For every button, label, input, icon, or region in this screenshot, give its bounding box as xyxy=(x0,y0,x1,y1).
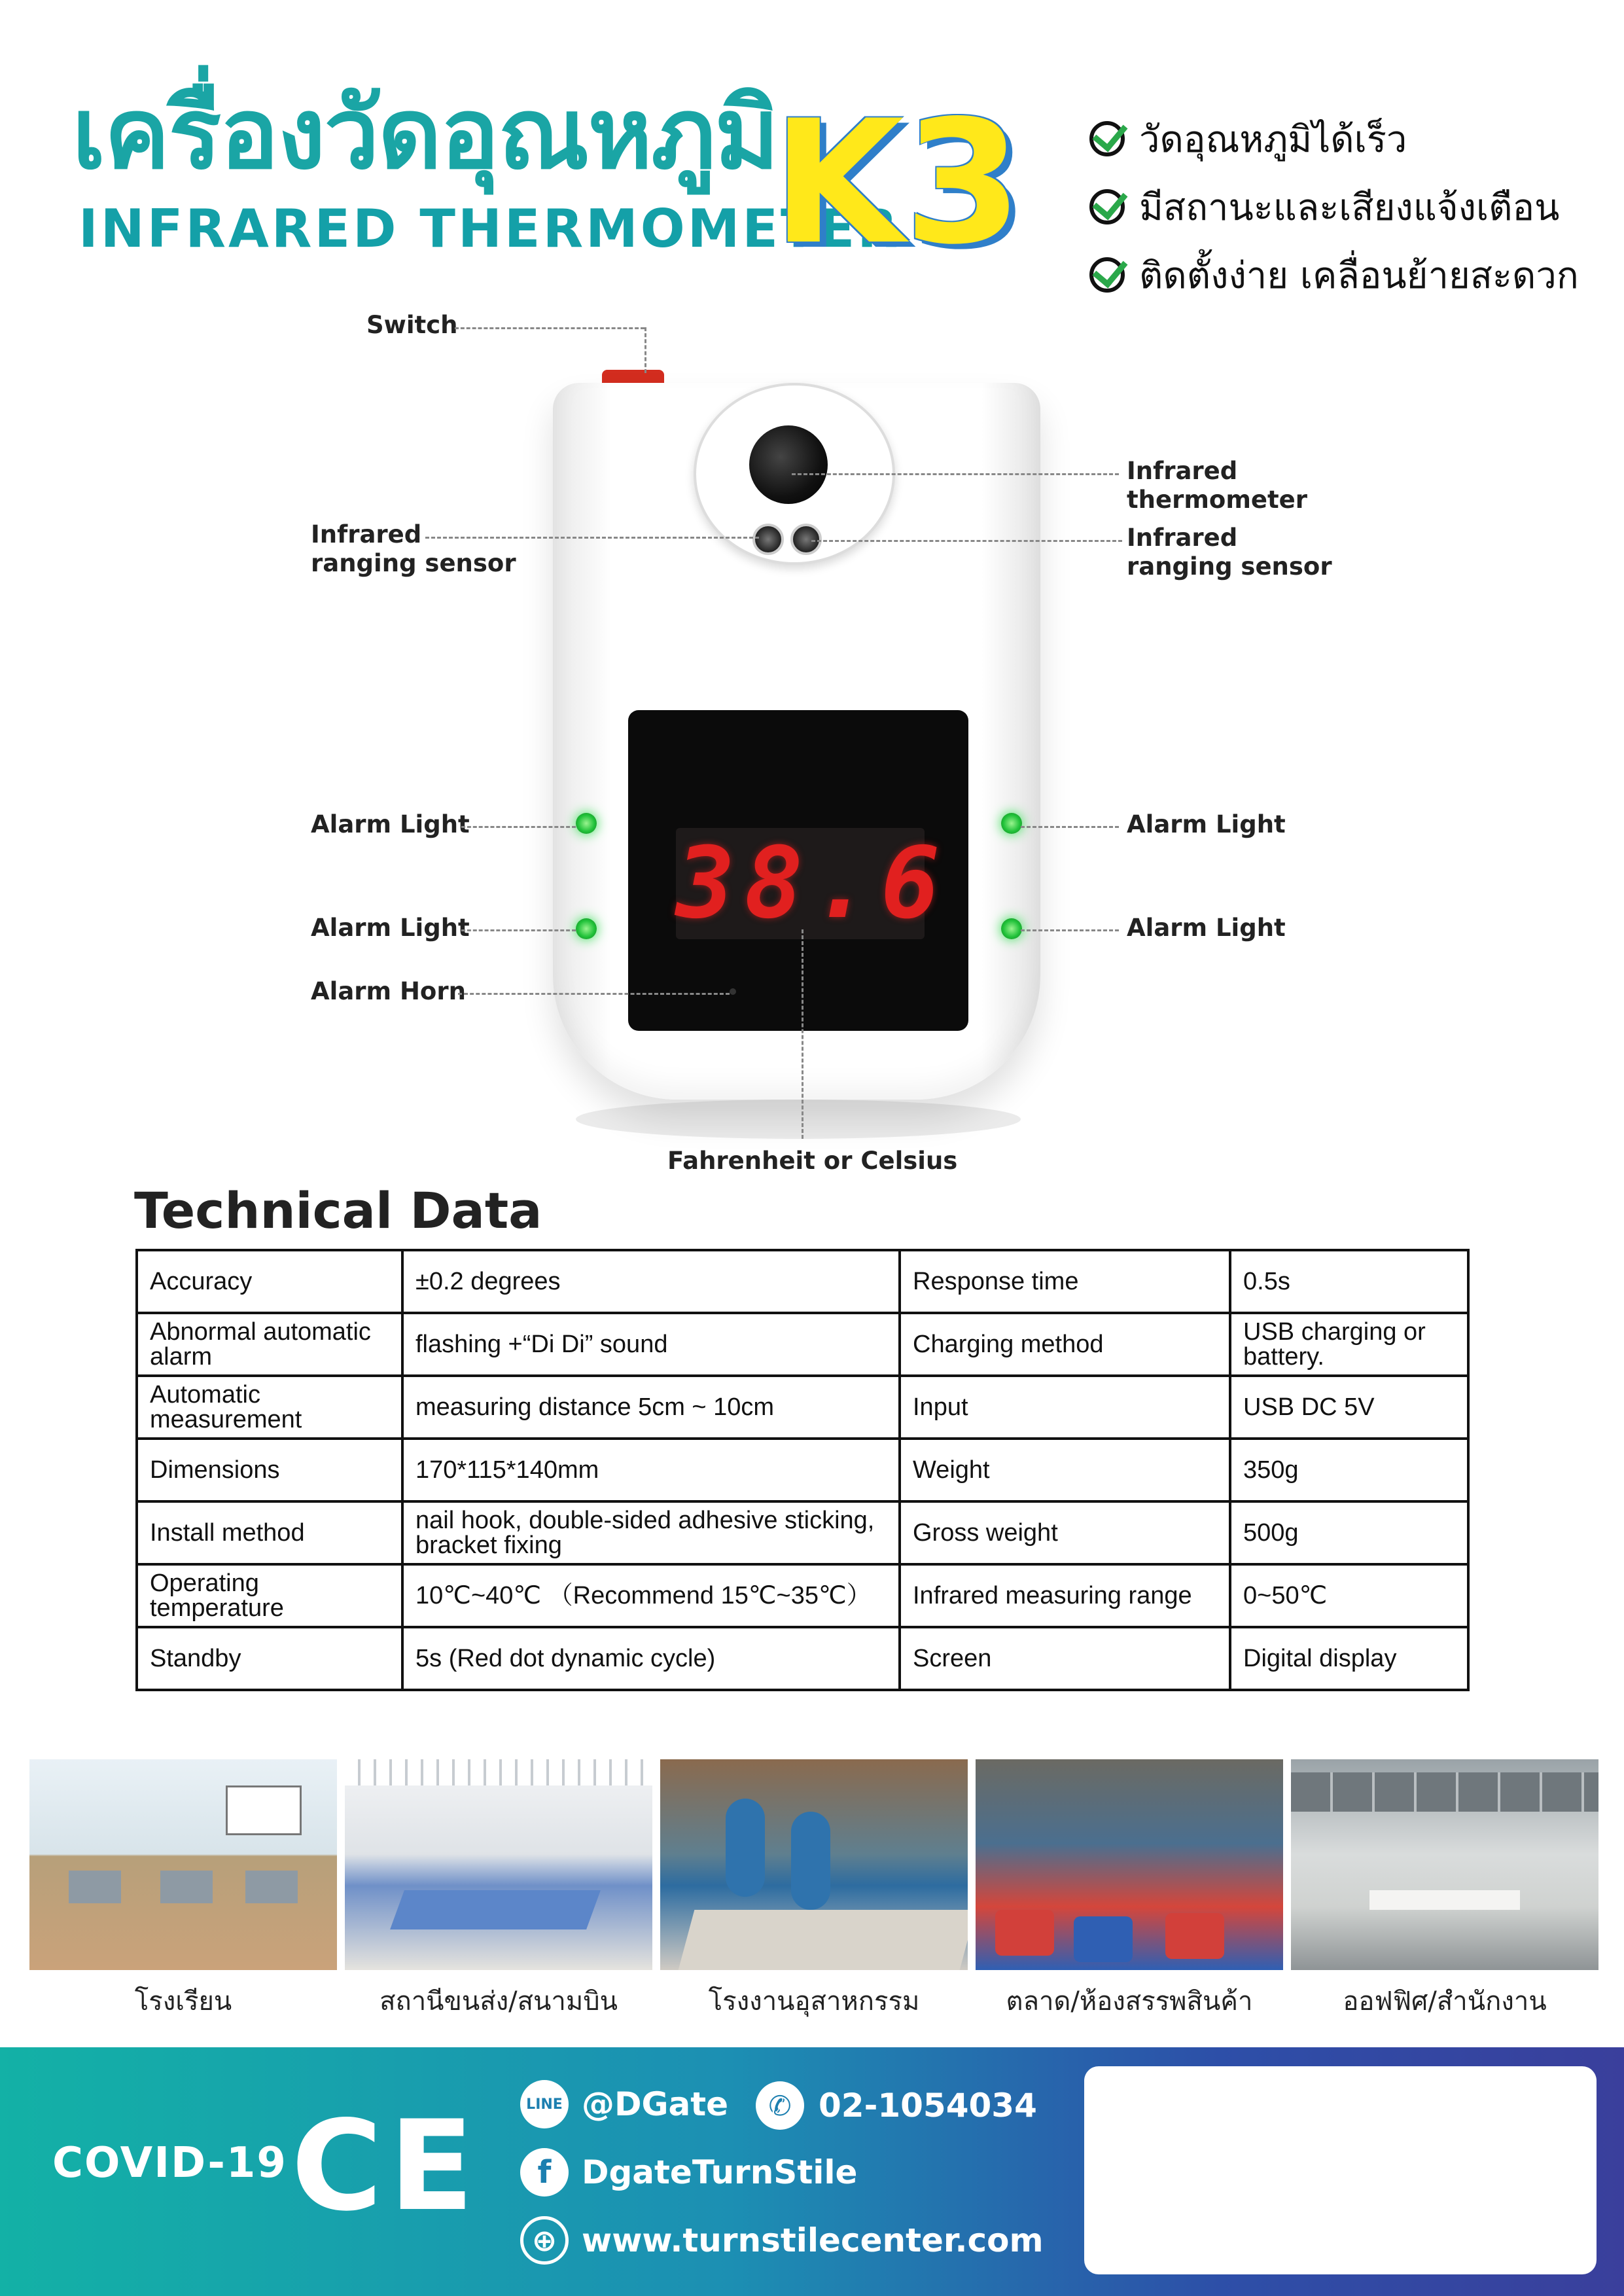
contact-phone[interactable] xyxy=(756,2081,1037,2130)
check-circle-icon xyxy=(1089,257,1125,293)
table-cell: measuring distance 5cm ~ 10cm xyxy=(402,1376,900,1439)
callout-alarm-horn: Alarm Horn xyxy=(311,977,466,1005)
leader-line xyxy=(458,993,730,995)
table-row xyxy=(137,1439,1468,1501)
technical-data-table xyxy=(135,1249,1470,1691)
table-cell: ±0.2 degrees xyxy=(402,1250,900,1313)
table-row xyxy=(137,1564,1468,1627)
table-cell: nail hook, double-sided adhesive sticking, bracket fixing xyxy=(402,1501,900,1564)
table-cell: Infrared measuring range xyxy=(900,1564,1230,1627)
covid-label: COVID-19 xyxy=(52,2139,287,2187)
leader-line xyxy=(1021,929,1119,931)
photo-factory xyxy=(660,1759,968,1970)
phone-number: 02-1054034 xyxy=(819,2087,1037,2125)
globe-icon: ⊕ xyxy=(520,2216,569,2265)
leader-line xyxy=(811,540,1122,542)
contact-website[interactable] xyxy=(520,2216,1044,2265)
callout-unit: Fahrenheit or Celsius xyxy=(667,1147,958,1175)
table-cell: Weight xyxy=(900,1439,1230,1501)
alarm-light-led xyxy=(576,918,597,939)
table-cell: 0~50℃ xyxy=(1230,1564,1468,1627)
table-row xyxy=(137,1250,1468,1313)
photo-airport xyxy=(345,1759,652,1970)
line-id: @DGate xyxy=(582,2085,729,2123)
leader-line xyxy=(461,929,576,931)
device-shadow xyxy=(576,1100,1021,1139)
phone-icon: ✆ xyxy=(756,2081,804,2130)
table-cell: 10℃~40℃ （Recommend 15℃~35℃） xyxy=(402,1564,900,1627)
facebook-icon: f xyxy=(520,2148,569,2197)
feature-text: มีสถานะและเสียงแจ้งเตือน xyxy=(1139,186,1560,229)
photo-market xyxy=(976,1759,1283,1970)
feature-list xyxy=(1089,105,1579,309)
feature-item xyxy=(1089,241,1579,309)
website-url: www.turnstilecenter.com xyxy=(582,2221,1044,2259)
table-cell: 350g xyxy=(1230,1439,1468,1501)
table-cell: 170*115*140mm xyxy=(402,1439,900,1501)
application-caption: โรงงานอุสาหกรรม xyxy=(708,1986,920,2017)
alarm-light-led xyxy=(1001,813,1022,834)
table-cell: Response time xyxy=(900,1250,1230,1313)
table-cell: Automatic measurement xyxy=(137,1376,402,1439)
facebook-page: DgateTurnStile xyxy=(582,2153,858,2191)
feature-text: วัดอุณหภูมิได้เร็ว xyxy=(1139,118,1407,161)
blank-info-box xyxy=(1084,2066,1597,2274)
table-cell: Charging method xyxy=(900,1313,1230,1376)
callout-ranging-sensor-right: Infrared ranging sensor xyxy=(1127,524,1332,581)
table-row xyxy=(137,1501,1468,1564)
application-caption: ออฟฟิศ/สำนักงาน xyxy=(1343,1986,1547,2017)
table-cell: Screen xyxy=(900,1627,1230,1690)
feature-item xyxy=(1089,105,1579,173)
table-cell: 5s (Red dot dynamic cycle) xyxy=(402,1627,900,1690)
callout-switch: Switch xyxy=(366,311,458,339)
table-cell: 0.5s xyxy=(1230,1250,1468,1313)
alarm-horn-hole xyxy=(730,988,736,995)
model-name: K3 xyxy=(772,84,1023,282)
line-icon: LINE xyxy=(520,2080,569,2128)
application-caption: ตลาด/ห้องสรรพสินค้า xyxy=(1006,1986,1253,2017)
table-cell: Abnormal automatic alarm xyxy=(137,1313,402,1376)
leader-line xyxy=(644,327,646,373)
check-circle-icon xyxy=(1089,189,1125,224)
table-cell: USB charging or battery. xyxy=(1230,1313,1468,1376)
table-cell: Digital display xyxy=(1230,1627,1468,1690)
alarm-light-led xyxy=(576,813,597,834)
table-cell: Accuracy xyxy=(137,1250,402,1313)
section-title: Technical Data xyxy=(134,1181,542,1240)
feature-text: ติดตั้งง่าย เคลื่อนย้ายสะดวก xyxy=(1139,254,1579,297)
table-cell: Operating temperature xyxy=(137,1564,402,1627)
photo-office xyxy=(1291,1759,1598,1970)
callout-alarm-light: Alarm Light xyxy=(1127,810,1286,838)
table-cell: Input xyxy=(900,1376,1230,1439)
ce-mark: CE xyxy=(291,2094,481,2238)
title-english: INFRARED THERMOMETER xyxy=(79,198,900,259)
alarm-light-led xyxy=(1001,918,1022,939)
table-cell: Standby xyxy=(137,1627,402,1690)
table-cell: Dimensions xyxy=(137,1439,402,1501)
leader-line xyxy=(792,473,1119,475)
table-cell: 500g xyxy=(1230,1501,1468,1564)
infrared-lens xyxy=(749,425,828,504)
table-cell: Gross weight xyxy=(900,1501,1230,1564)
check-circle-icon xyxy=(1089,121,1125,156)
table-row xyxy=(137,1313,1468,1376)
application-caption: โรงเรียน xyxy=(134,1986,232,2017)
ranging-sensor-left xyxy=(752,524,784,555)
callout-alarm-light: Alarm Light xyxy=(311,914,470,942)
ranging-sensor-right xyxy=(790,524,822,555)
leader-line xyxy=(802,929,803,1139)
leader-line xyxy=(461,826,576,828)
table-cell: Install method xyxy=(137,1501,402,1564)
photo-school xyxy=(29,1759,337,1970)
table-cell: USB DC 5V xyxy=(1230,1376,1468,1439)
contact-facebook[interactable] xyxy=(520,2148,857,2197)
callout-alarm-light: Alarm Light xyxy=(311,810,470,838)
callout-infrared-thermometer: Infrared thermometer xyxy=(1127,457,1308,514)
leader-line xyxy=(425,537,759,539)
table-cell: flashing +“Di Di” sound xyxy=(402,1313,900,1376)
leader-line xyxy=(455,327,644,329)
leader-line xyxy=(1021,826,1119,828)
contact-line[interactable] xyxy=(520,2080,728,2128)
callout-ranging-sensor-left: Infrared ranging sensor xyxy=(311,520,516,578)
table-row xyxy=(137,1376,1468,1439)
title-thai: เครื่องวัดอุณหภูมิ xyxy=(72,77,779,191)
application-caption: สถานีขนส่ง/สนามบิน xyxy=(380,1986,618,2017)
temperature-readout: 38.6 xyxy=(676,827,949,941)
table-row xyxy=(137,1627,1468,1690)
callout-alarm-light: Alarm Light xyxy=(1127,914,1286,942)
feature-item xyxy=(1089,173,1579,241)
